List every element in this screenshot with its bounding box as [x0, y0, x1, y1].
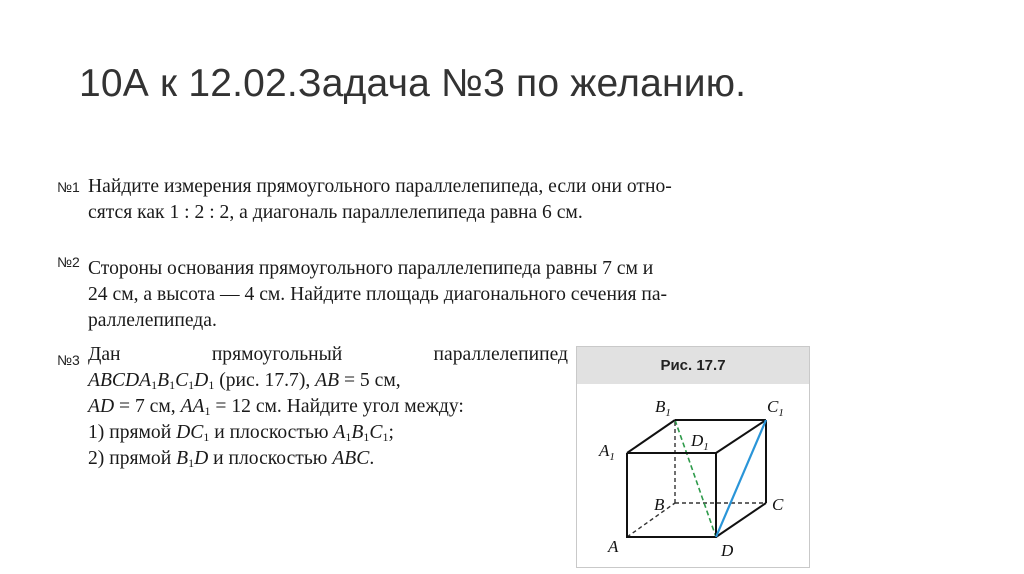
problem-3-word: прямоугольный — [211, 344, 343, 365]
problem-3-line-5 — [88, 446, 568, 472]
problem-2-line-1: Стороны основания прямоугольного параллелепипеда равны 7 см и — [88, 258, 654, 279]
parallelepiped-diagram — [577, 384, 809, 567]
problem-2-number: №2 — [57, 254, 80, 270]
math-name: ABC — [332, 448, 370, 469]
vertex-label-c: C — [772, 495, 784, 514]
problem-3-text-fragment: и плоскостью — [209, 422, 334, 443]
math-sub: 1 — [363, 430, 370, 444]
problem-3-text-fragment: и плоскостью — [208, 448, 333, 469]
problem-1-line-2: сятся как 1 : 2 : 2, а диагональ параллелепипеда равна 6 см. — [88, 202, 583, 223]
math-sub: 1 — [345, 430, 352, 444]
problem-2-line-3: раллелепипеда. — [88, 310, 217, 331]
vertex-label-a1: $A_1$ — [599, 441, 615, 463]
problem-3-text-fragment: ; — [388, 422, 394, 443]
problem-3-word: параллелепипед — [433, 344, 568, 365]
vertex-label-b1: $B_1$ — [655, 397, 671, 419]
vertex-label-d: D — [721, 541, 734, 560]
math-name: AA — [180, 396, 205, 417]
figure-caption: Рис. 17.7 — [577, 347, 809, 384]
problem-3-word: Дан — [88, 344, 121, 365]
math-name: AD — [88, 396, 115, 417]
problem-3-text-fragment: = 12 см. Найдите угол между: — [210, 396, 464, 417]
problem-3-line-4 — [88, 420, 568, 446]
math-name: AB — [315, 370, 340, 391]
problem-3-line-1 — [88, 342, 568, 368]
problem-1-text — [88, 174, 830, 226]
vertex-label-b: B — [654, 495, 665, 514]
problem-3-text-fragment: = 7 см, — [114, 396, 181, 417]
problem-3-text-fragment: . — [369, 448, 375, 469]
math-name: D — [194, 448, 209, 469]
problem-3-text-fragment: = 5 см, — [339, 370, 401, 391]
math-name: ABCDA — [88, 370, 152, 391]
math-sub: 1 — [208, 378, 215, 392]
problem-3-text-fragment: 1) прямой — [88, 422, 177, 443]
math-sub: 1 — [203, 430, 210, 444]
math-name: C — [175, 370, 189, 391]
problem-3-text-fragment: 2) прямой — [88, 448, 177, 469]
math-name: C — [369, 422, 383, 443]
problem-1-line-1: Найдите измерения прямоугольного параллелепипеда, если они отно- — [88, 176, 672, 197]
problem-3-number: №3 — [57, 352, 80, 368]
problem-2-line-2: 24 см, а высота — 4 см. Найдите площадь диагонального сечения па- — [88, 284, 668, 305]
math-name: B — [157, 370, 170, 391]
vertex-label-a: A — [608, 537, 619, 556]
vertex-label-c1: $C_1$ — [767, 397, 784, 419]
hidden-edge-ab — [627, 503, 675, 537]
problem-3-line-2 — [88, 368, 568, 394]
math-sub: 1 — [169, 378, 176, 392]
edge-a1b1 — [627, 420, 675, 453]
problem-3-text-fragment: (рис. 17.7), — [214, 370, 316, 391]
math-name: A — [333, 422, 346, 443]
math-sub: 1 — [188, 456, 195, 470]
problem-2-text — [88, 256, 830, 334]
math-name: B — [351, 422, 364, 443]
math-sub: 1 — [188, 378, 195, 392]
math-sub: 1 — [151, 378, 158, 392]
math-sub: 1 — [382, 430, 389, 444]
vertex-label-d1: $D_1$ — [691, 431, 709, 453]
front-face — [627, 453, 716, 537]
problem-1-number: №1 — [57, 179, 80, 195]
math-name: B — [176, 448, 189, 469]
problem-3-text — [88, 342, 568, 472]
problem-3-line-3 — [88, 394, 568, 420]
figure-17-7 — [576, 346, 810, 568]
math-name: DC — [176, 422, 204, 443]
math-sub: 1 — [204, 404, 211, 418]
slide-title: 10А к 12.02.Задача №3 по желанию. — [79, 62, 747, 105]
math-name: D — [194, 370, 209, 391]
